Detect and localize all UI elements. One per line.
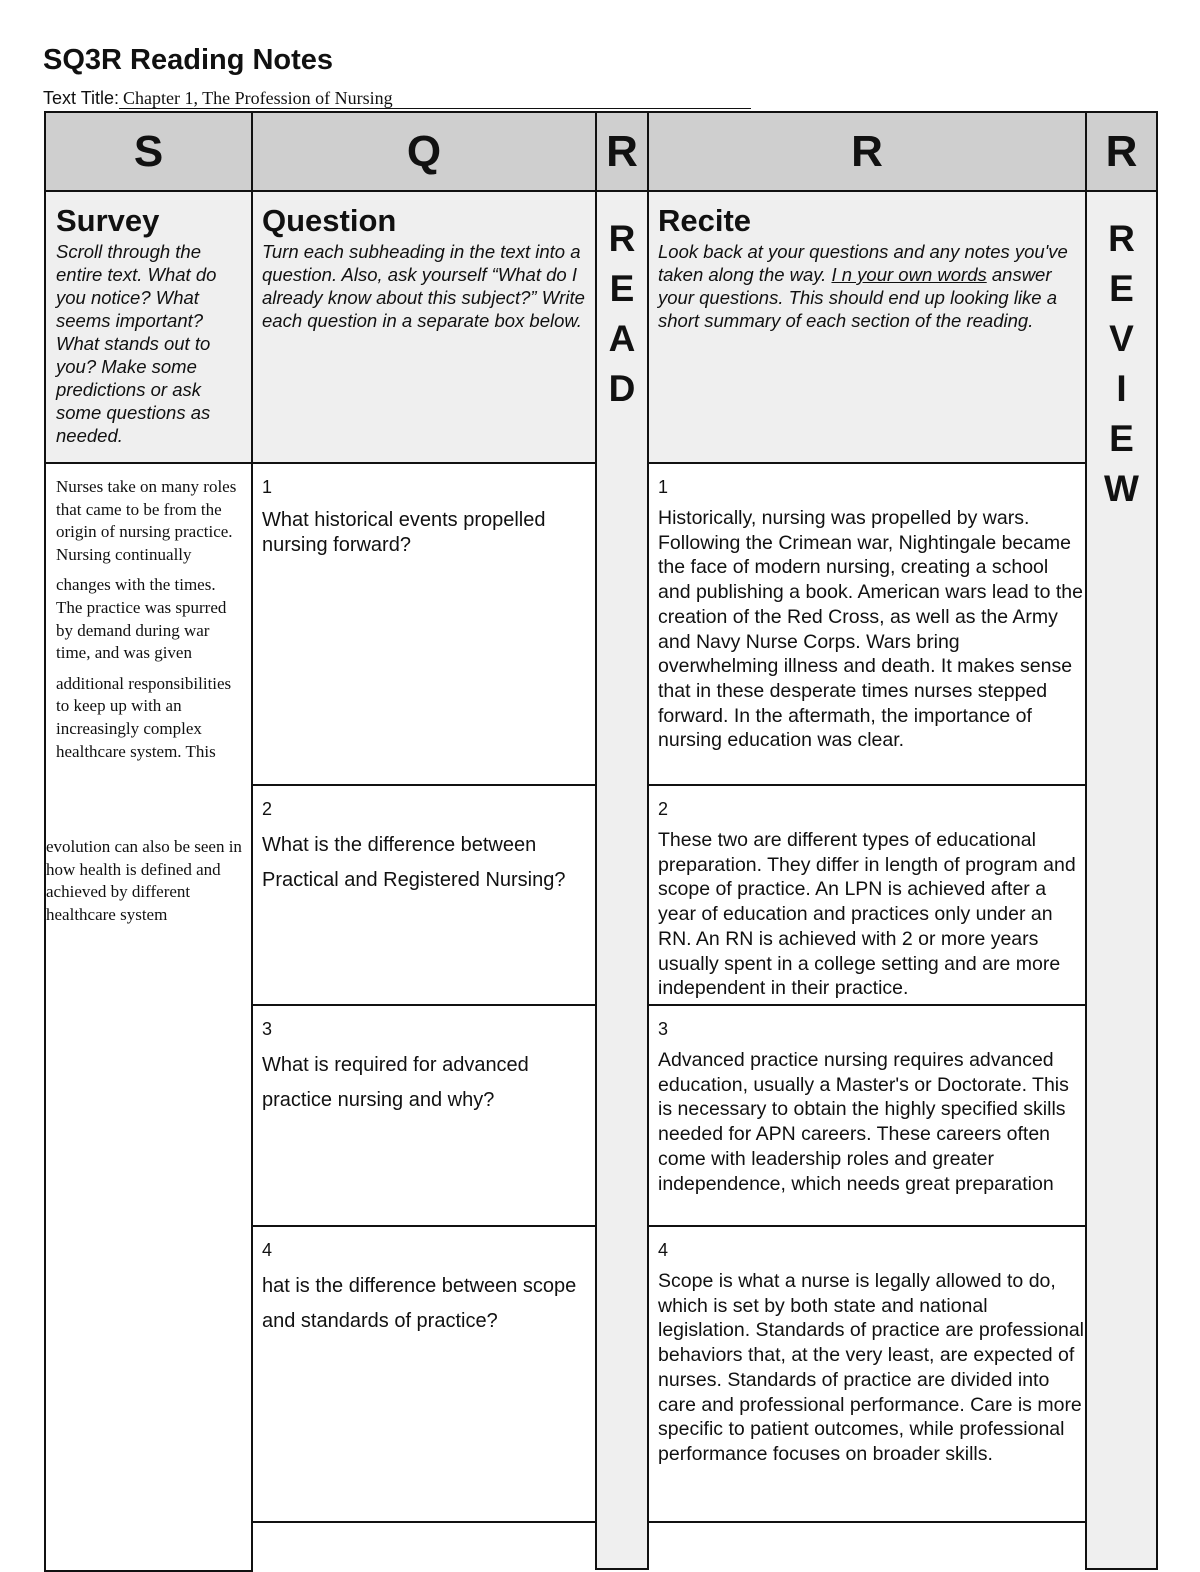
recite-cell[interactable] [647,1004,1087,1227]
survey-note: changes with the times. The practice was spurred by demand during war time, and was given [56,575,227,663]
question-header [251,190,597,464]
read-letter: R [608,218,636,259]
recite-cell[interactable] [647,784,1087,1006]
read-letter: E [609,268,635,309]
answer-text: Historically, nursing was propelled by wars. Following the Crimean war, Nightingale became the face of modern nursing, creating a school and publishing a book. American wars lead to the creation of the Red Cross, as well as the Army and Navy Nurse Corps. Wars bring overwhelming illness and death. It makes sense that in these desperate times nurses stepped forward. In the aftermath, the importance of nursing education was clear. [658,507,1083,752]
survey-notes-bottom [46,836,246,926]
question-cell[interactable] [251,784,597,1006]
question-text: What is required for advanced practice nursing and why? [262,1054,529,1111]
text-title-value: Chapter 1, The Profession of Nursing [119,89,751,109]
question-cell[interactable] [251,1004,597,1227]
recite-desc-underlined: I n your own words [831,264,987,285]
recite-heading: Recite [658,203,752,238]
review-letter: E [1109,418,1134,459]
page-title: SQ3R Reading Notes [43,44,334,76]
recite-cell[interactable] [647,1225,1087,1523]
recite-desc-part2: answer your questions. This should end up looking like a short summary of each section of the reading. [658,264,1058,331]
answer-number: 4 [658,1240,669,1260]
survey-description: Scroll through the entire text. What do you notice? What seems important? What stands out to you? Make some predictions or ask some questions as needed. [56,241,217,446]
review-column [1085,190,1158,1570]
review-letter: W [1104,468,1139,509]
survey-notes-top [56,476,242,763]
question-text: What is the difference between Practical and Registered Nursing? [262,834,566,891]
survey-note: additional responsibilities to keep up with an increasingly complex healthcare system. This [56,673,232,761]
read-letter: A [608,318,636,359]
text-title-label: Text Title: [43,88,120,108]
question-description: Turn each subheading in the text into a question. Also, ask yourself “What do I already know about this subject?” Write each question in a separate box below. [262,241,585,331]
recite-cell[interactable] [647,462,1087,786]
read-letter: D [608,368,636,409]
column-letter-read: R [595,111,649,192]
answer-number: 1 [658,477,669,497]
column-letter-recite: R [647,111,1087,192]
question-cell[interactable] [251,462,597,786]
answer-text: These two are different types of educational preparation. They differ in length of program and scope of practice. An LPN is achieved after a year of education and practices only under an RN. An RN is achieved with 2 or more years usually spent in a college setting and are more independent in their practice. [658,829,1076,1000]
read-column [595,190,649,1570]
review-letter: V [1109,318,1134,359]
recite-description [658,240,1085,332]
survey-header [44,190,253,464]
column-letter-q: Q [251,111,597,192]
recite-header [647,190,1087,464]
question-text: hat is the difference between scope and standards of practice? [262,1275,577,1332]
survey-note: Nurses take on many roles that came to be from the origin of nursing practice. Nursing continually [56,477,237,564]
question-number: 3 [262,1019,273,1039]
question-number: 4 [262,1240,273,1260]
column-letter-s: S [44,111,253,192]
answer-number: 3 [658,1019,669,1039]
column-letter-review: R [1085,111,1158,192]
question-number: 2 [262,799,273,819]
question-cell[interactable] [251,1225,597,1523]
review-letter: I [1116,368,1127,409]
review-letter: R [1108,218,1135,259]
question-heading: Question [262,203,397,238]
question-number: 1 [262,477,273,497]
review-letter: E [1109,268,1134,309]
survey-notes-cell [44,462,253,1572]
answer-number: 2 [658,799,669,819]
answer-text: Advanced practice nursing requires advanced education, usually a Master's or Doctorate. This is necessary to obtain the highly specified skills needed for APN careers. These careers often come with leadership roles and greater independence, which needs great preparation [658,1049,1069,1195]
text-title-line [43,88,751,109]
answer-text: Scope is what a nurse is legally allowed to do, which is set by both state and national legislation. Standards of practice are professional behaviors that, at the very least, are expected of nurses. Standards of practice are divided into care and professional performance. Care is more specific to patient outcomes, while professional performance focuses on broader skills. [658,1270,1084,1465]
question-text: What historical events propelled nursing forward? [262,509,546,556]
recite-desc-part1: Look back at your questions and any notes you've taken along the way. [658,241,1068,285]
survey-note: evolution can also be seen in how health is defined and achieved by different healthcare system [46,837,242,924]
survey-heading: Survey [56,203,160,238]
